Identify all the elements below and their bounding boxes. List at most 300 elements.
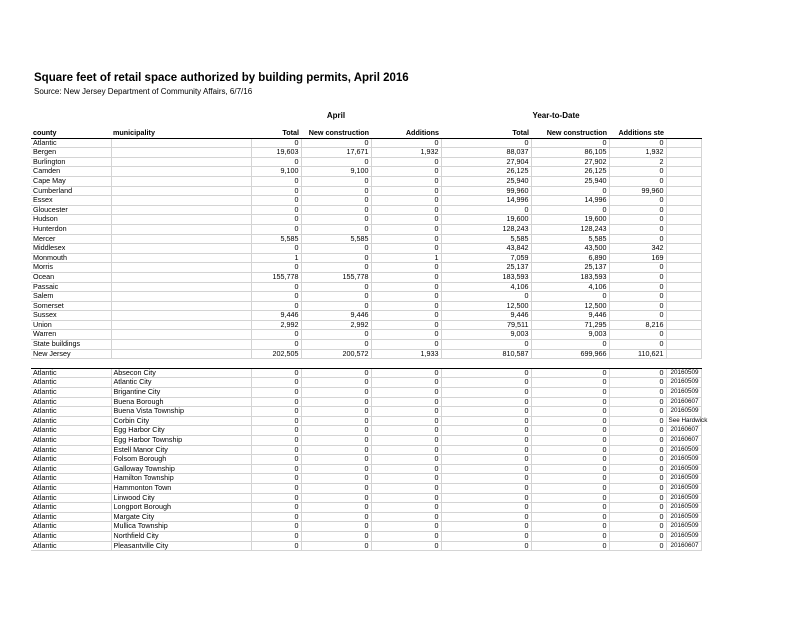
cell-value: 25,940 <box>441 176 531 186</box>
cell-note <box>666 234 701 244</box>
cell-value: 0 <box>371 186 441 196</box>
cell-value: 0 <box>531 292 609 302</box>
cell-value: 0 <box>609 483 666 493</box>
report-page <box>31 72 708 550</box>
cell-value: 0 <box>609 138 666 148</box>
col-new-construction: New construction <box>301 129 371 138</box>
cell-municipality <box>111 196 251 206</box>
cell-note <box>666 215 701 225</box>
cell-value: 0 <box>531 474 609 484</box>
cell-value: 0 <box>531 531 609 541</box>
cell-value: 0 <box>441 205 531 215</box>
cell-value: 0 <box>251 330 301 340</box>
cell-value: 0 <box>441 388 531 398</box>
cell-value: 0 <box>609 196 666 206</box>
cell-value: 9,446 <box>301 311 371 321</box>
cell-municipality: Corbin City <box>111 416 251 426</box>
cell-county: Atlantic <box>31 474 111 484</box>
cell-value: 5,585 <box>251 234 301 244</box>
cell-municipality <box>111 340 251 350</box>
cell-value: 0 <box>301 340 371 350</box>
cell-municipality <box>111 292 251 302</box>
cell-value: 0 <box>531 483 609 493</box>
cell-value: 0 <box>609 426 666 436</box>
cell-value: 0 <box>251 407 301 417</box>
cell-value: 0 <box>251 512 301 522</box>
cell-value: 0 <box>609 292 666 302</box>
cell-value: 0 <box>609 512 666 522</box>
cell-municipality <box>111 148 251 158</box>
cell-note <box>666 253 701 263</box>
col-note <box>666 129 701 138</box>
cell-value: 0 <box>531 138 609 148</box>
cell-municipality: Hammonton Town <box>111 483 251 493</box>
cell-note: 20160509 <box>666 512 701 522</box>
cell-note: 20160509 <box>666 483 701 493</box>
table-row <box>31 292 701 302</box>
cell-value: 0 <box>371 493 441 503</box>
cell-municipality <box>111 330 251 340</box>
cell-value: 0 <box>251 493 301 503</box>
cell-value: 0 <box>531 186 609 196</box>
cell-county: Atlantic <box>31 388 111 398</box>
cell-value: 0 <box>251 522 301 532</box>
cell-county: Atlantic <box>31 455 111 465</box>
cell-value: 86,105 <box>531 148 609 158</box>
cell-value: 0 <box>371 407 441 417</box>
cell-value: 0 <box>251 196 301 206</box>
cell-value: 0 <box>441 368 531 378</box>
cell-value: 0 <box>301 503 371 513</box>
cell-value: 0 <box>371 388 441 398</box>
cell-county: Burlington <box>31 157 111 167</box>
cell-value: 0 <box>609 167 666 177</box>
cell-value: 0 <box>301 253 371 263</box>
cell-value: 0 <box>371 244 441 254</box>
cell-value: 0 <box>301 330 371 340</box>
table-row <box>31 503 701 513</box>
cell-value: 0 <box>301 541 371 551</box>
cell-value: 0 <box>251 378 301 388</box>
cell-value: 8,216 <box>609 320 666 330</box>
cell-county: Salem <box>31 292 111 302</box>
cell-value: 5,585 <box>531 234 609 244</box>
cell-value: 1,932 <box>609 148 666 158</box>
cell-value: 0 <box>531 426 609 436</box>
cell-value: 0 <box>371 330 441 340</box>
cell-municipality: Galloway Township <box>111 464 251 474</box>
cell-value: 0 <box>371 378 441 388</box>
cell-municipality <box>111 253 251 263</box>
cell-value: 0 <box>609 176 666 186</box>
cell-value: 128,243 <box>441 224 531 234</box>
cell-value: 71,295 <box>531 320 609 330</box>
cell-municipality <box>111 311 251 321</box>
cell-value: 0 <box>251 176 301 186</box>
cell-value: 0 <box>371 474 441 484</box>
cell-value: 0 <box>609 531 666 541</box>
cell-value: 0 <box>301 138 371 148</box>
cell-municipality: Northfield City <box>111 531 251 541</box>
cell-value: 0 <box>301 455 371 465</box>
cell-note <box>666 282 701 292</box>
cell-value: 4,106 <box>531 282 609 292</box>
cell-value: 0 <box>301 157 371 167</box>
cell-county: Hudson <box>31 215 111 225</box>
cell-value: 169 <box>609 253 666 263</box>
cell-value: 0 <box>609 378 666 388</box>
cell-municipality <box>111 224 251 234</box>
cell-note <box>666 340 701 350</box>
cell-county: Union <box>31 320 111 330</box>
cell-value: 0 <box>251 215 301 225</box>
cell-value: 0 <box>371 541 441 551</box>
cell-value: 0 <box>371 215 441 225</box>
cell-value: 202,505 <box>251 349 301 359</box>
cell-note: 20160509 <box>666 378 701 388</box>
cell-value: 0 <box>531 378 609 388</box>
cell-value: 1 <box>251 253 301 263</box>
cell-municipality <box>111 176 251 186</box>
cell-county: Warren <box>31 330 111 340</box>
col-county: county <box>31 129 111 138</box>
cell-note <box>666 311 701 321</box>
cell-municipality: Mullica Township <box>111 522 251 532</box>
cell-county: Atlantic <box>31 503 111 513</box>
cell-value: 0 <box>301 224 371 234</box>
cell-value: 0 <box>251 474 301 484</box>
cell-value: 0 <box>371 436 441 446</box>
cell-value: 1,933 <box>371 349 441 359</box>
cell-value: 0 <box>301 436 371 446</box>
cell-value: 0 <box>301 205 371 215</box>
cell-municipality <box>111 282 251 292</box>
cell-value: 0 <box>609 205 666 215</box>
cell-municipality <box>111 138 251 148</box>
cell-value: 9,100 <box>251 167 301 177</box>
cell-value: 0 <box>301 292 371 302</box>
cell-value: 0 <box>371 311 441 321</box>
cell-municipality: Hamilton Township <box>111 474 251 484</box>
cell-value: 0 <box>301 388 371 398</box>
cell-value: 0 <box>531 522 609 532</box>
cell-value: 43,500 <box>531 244 609 254</box>
cell-value: 0 <box>609 330 666 340</box>
cell-note: 20160509 <box>666 368 701 378</box>
cell-municipality <box>111 244 251 254</box>
col-ytd-new-construction: New construction <box>531 129 609 138</box>
cell-value: 0 <box>251 340 301 350</box>
table-row <box>31 407 701 417</box>
cell-value: 0 <box>301 368 371 378</box>
cell-value: 9,003 <box>441 330 531 340</box>
cell-value: 0 <box>441 416 531 426</box>
cell-county: Gloucester <box>31 205 111 215</box>
cell-municipality <box>111 349 251 359</box>
cell-municipality <box>111 186 251 196</box>
cell-value: 4,106 <box>441 282 531 292</box>
cell-value: 0 <box>371 292 441 302</box>
cell-value: 699,966 <box>531 349 609 359</box>
cell-value: 0 <box>371 157 441 167</box>
cell-value: 0 <box>301 416 371 426</box>
cell-county: Monmouth <box>31 253 111 263</box>
cell-value: 0 <box>301 282 371 292</box>
cell-value: 0 <box>301 445 371 455</box>
cell-value: 0 <box>371 531 441 541</box>
cell-value: 0 <box>301 474 371 484</box>
cell-value: 0 <box>251 138 301 148</box>
cell-value: 14,996 <box>531 196 609 206</box>
table-row <box>31 176 701 186</box>
cell-note: 20160509 <box>666 531 701 541</box>
cell-value: 0 <box>531 205 609 215</box>
cell-county: Atlantic <box>31 368 111 378</box>
cell-value: 0 <box>609 263 666 273</box>
cell-county: Atlantic <box>31 407 111 417</box>
cell-value: 17,671 <box>301 148 371 158</box>
cell-value: 99,960 <box>609 186 666 196</box>
cell-value: 19,600 <box>441 215 531 225</box>
cell-value: 0 <box>251 416 301 426</box>
report-source: Source: New Jersey Department of Community Affairs, 6/7/16 <box>34 87 253 96</box>
cell-municipality <box>111 167 251 177</box>
cell-value: 2,992 <box>301 320 371 330</box>
cell-value: 0 <box>371 464 441 474</box>
cell-note <box>666 349 701 359</box>
cell-county: Atlantic <box>31 541 111 551</box>
cell-value: 0 <box>371 196 441 206</box>
cell-value: 0 <box>251 292 301 302</box>
cell-municipality: Margate City <box>111 512 251 522</box>
cell-value: 0 <box>301 301 371 311</box>
cell-value: 0 <box>531 455 609 465</box>
cell-value: 0 <box>371 455 441 465</box>
cell-note: 20160607 <box>666 426 701 436</box>
cell-value: 27,902 <box>531 157 609 167</box>
cell-note <box>666 320 701 330</box>
col-ytd-total: Total <box>441 129 531 138</box>
cell-value: 0 <box>371 301 441 311</box>
cell-county: Atlantic <box>31 397 111 407</box>
cell-value: 0 <box>531 464 609 474</box>
permits-table <box>31 128 708 551</box>
cell-value: 0 <box>371 282 441 292</box>
cell-municipality: Buena Borough <box>111 397 251 407</box>
cell-value: 0 <box>301 176 371 186</box>
cell-county: Atlantic <box>31 493 111 503</box>
cell-value: 0 <box>251 445 301 455</box>
table-row <box>31 349 701 359</box>
cell-value: 25,940 <box>531 176 609 186</box>
table-row <box>31 311 701 321</box>
cell-value: 0 <box>609 272 666 282</box>
cell-value: 0 <box>371 522 441 532</box>
cell-municipality: Linwood City <box>111 493 251 503</box>
cell-value: 19,603 <box>251 148 301 158</box>
cell-value: 200,572 <box>301 349 371 359</box>
table-body <box>31 137 708 551</box>
cell-municipality: Egg Harbor Township <box>111 436 251 446</box>
table-row <box>31 148 701 158</box>
cell-county: Atlantic <box>31 445 111 455</box>
cell-value: 0 <box>301 244 371 254</box>
col-total: Total <box>251 129 301 138</box>
cell-value: 27,904 <box>441 157 531 167</box>
cell-value: 14,996 <box>441 196 531 206</box>
cell-county: Atlantic <box>31 483 111 493</box>
cell-note <box>666 157 701 167</box>
report-title: Square feet of retail space authorized by building permits, April 2016 <box>34 72 409 84</box>
cell-note <box>666 224 701 234</box>
cell-value: 0 <box>609 503 666 513</box>
cell-value: 0 <box>301 464 371 474</box>
cell-value: 79,511 <box>441 320 531 330</box>
cell-value: 0 <box>251 368 301 378</box>
cell-value: 0 <box>301 196 371 206</box>
cell-value: 0 <box>371 483 441 493</box>
cell-value: 0 <box>301 493 371 503</box>
cell-municipality <box>111 215 251 225</box>
table-row <box>31 244 701 254</box>
cell-value: 0 <box>441 541 531 551</box>
cell-value: 0 <box>251 157 301 167</box>
cell-note: 20160607 <box>666 436 701 446</box>
cell-value: 0 <box>251 205 301 215</box>
cell-value: 2 <box>609 157 666 167</box>
cell-value: 0 <box>371 445 441 455</box>
cell-value: 0 <box>531 445 609 455</box>
cell-value: 9,446 <box>441 311 531 321</box>
cell-municipality: Brigantine City <box>111 388 251 398</box>
cell-value: 43,842 <box>441 244 531 254</box>
cell-value: 0 <box>251 541 301 551</box>
cell-note: 20160509 <box>666 407 701 417</box>
cell-county: State buildings <box>31 340 111 350</box>
cell-value: 0 <box>609 464 666 474</box>
cell-note: 20160607 <box>666 541 701 551</box>
cell-value: 0 <box>251 483 301 493</box>
cell-value: 0 <box>301 263 371 273</box>
cell-value: 0 <box>531 512 609 522</box>
cell-value: 0 <box>441 531 531 541</box>
cell-value: 0 <box>531 541 609 551</box>
cell-value: 810,587 <box>441 349 531 359</box>
cell-value: 7,059 <box>441 253 531 263</box>
table-row <box>31 215 701 225</box>
cell-value: 12,500 <box>531 301 609 311</box>
cell-value: 0 <box>531 397 609 407</box>
cell-value: 0 <box>371 397 441 407</box>
cell-value: 0 <box>301 378 371 388</box>
table-row <box>31 483 701 493</box>
cell-note <box>666 138 701 148</box>
cell-value: 19,600 <box>531 215 609 225</box>
cell-value: 0 <box>609 407 666 417</box>
cell-value: 128,243 <box>531 224 609 234</box>
cell-value: 9,446 <box>531 311 609 321</box>
cell-county: Mercer <box>31 234 111 244</box>
cell-note <box>666 292 701 302</box>
cell-note <box>666 205 701 215</box>
group-header-ytd: Year-to-Date <box>532 111 580 120</box>
cell-value: 0 <box>301 426 371 436</box>
cell-value: 0 <box>371 512 441 522</box>
cell-note: 20160607 <box>666 397 701 407</box>
cell-value: 0 <box>251 531 301 541</box>
cell-county: Morris <box>31 263 111 273</box>
cell-value: 0 <box>251 282 301 292</box>
cell-value: 5,585 <box>301 234 371 244</box>
cell-value: 88,037 <box>441 148 531 158</box>
cell-value: 0 <box>251 455 301 465</box>
cell-value: 0 <box>251 397 301 407</box>
cell-value: 0 <box>371 503 441 513</box>
cell-value: 0 <box>371 167 441 177</box>
table-header-row <box>31 129 701 138</box>
cell-county: Atlantic <box>31 416 111 426</box>
cell-county: Atlantic <box>31 464 111 474</box>
cell-value: 2,992 <box>251 320 301 330</box>
cell-note <box>666 244 701 254</box>
cell-county: Middlesex <box>31 244 111 254</box>
cell-value: 155,778 <box>301 272 371 282</box>
cell-value: 9,100 <box>301 167 371 177</box>
cell-value: 0 <box>301 215 371 225</box>
cell-value: 0 <box>441 483 531 493</box>
cell-value: 0 <box>441 397 531 407</box>
col-ytd-additions: Additions ste <box>609 129 666 138</box>
cell-value: 0 <box>251 224 301 234</box>
cell-value: 0 <box>251 426 301 436</box>
cell-note: 20160509 <box>666 522 701 532</box>
cell-value: 1 <box>371 253 441 263</box>
cell-municipality <box>111 272 251 282</box>
cell-municipality: Longport Borough <box>111 503 251 513</box>
cell-value: 0 <box>251 388 301 398</box>
cell-note <box>666 186 701 196</box>
cell-value: 0 <box>531 340 609 350</box>
cell-note: 20160509 <box>666 474 701 484</box>
cell-value: 0 <box>301 186 371 196</box>
col-municipality: municipality <box>111 129 251 138</box>
cell-value: 0 <box>251 503 301 513</box>
cell-value: 0 <box>609 368 666 378</box>
cell-value: 0 <box>251 301 301 311</box>
cell-value: 0 <box>371 263 441 273</box>
cell-note: 20160509 <box>666 445 701 455</box>
cell-value: 25,137 <box>531 263 609 273</box>
cell-value: 0 <box>441 378 531 388</box>
cell-value: 0 <box>301 522 371 532</box>
cell-value: 0 <box>441 445 531 455</box>
cell-county: Atlantic <box>31 426 111 436</box>
cell-municipality <box>111 263 251 273</box>
cell-value: 0 <box>531 416 609 426</box>
cell-value: 0 <box>441 407 531 417</box>
cell-note: 20160509 <box>666 388 701 398</box>
table-row <box>31 388 701 398</box>
cell-county: Cape May <box>31 176 111 186</box>
cell-value: 0 <box>609 282 666 292</box>
cell-value: 0 <box>609 445 666 455</box>
cell-value: 0 <box>531 407 609 417</box>
cell-county: Camden <box>31 167 111 177</box>
cell-value: 0 <box>609 493 666 503</box>
cell-value: 0 <box>609 474 666 484</box>
cell-municipality: Estell Manor City <box>111 445 251 455</box>
cell-value: 0 <box>441 426 531 436</box>
